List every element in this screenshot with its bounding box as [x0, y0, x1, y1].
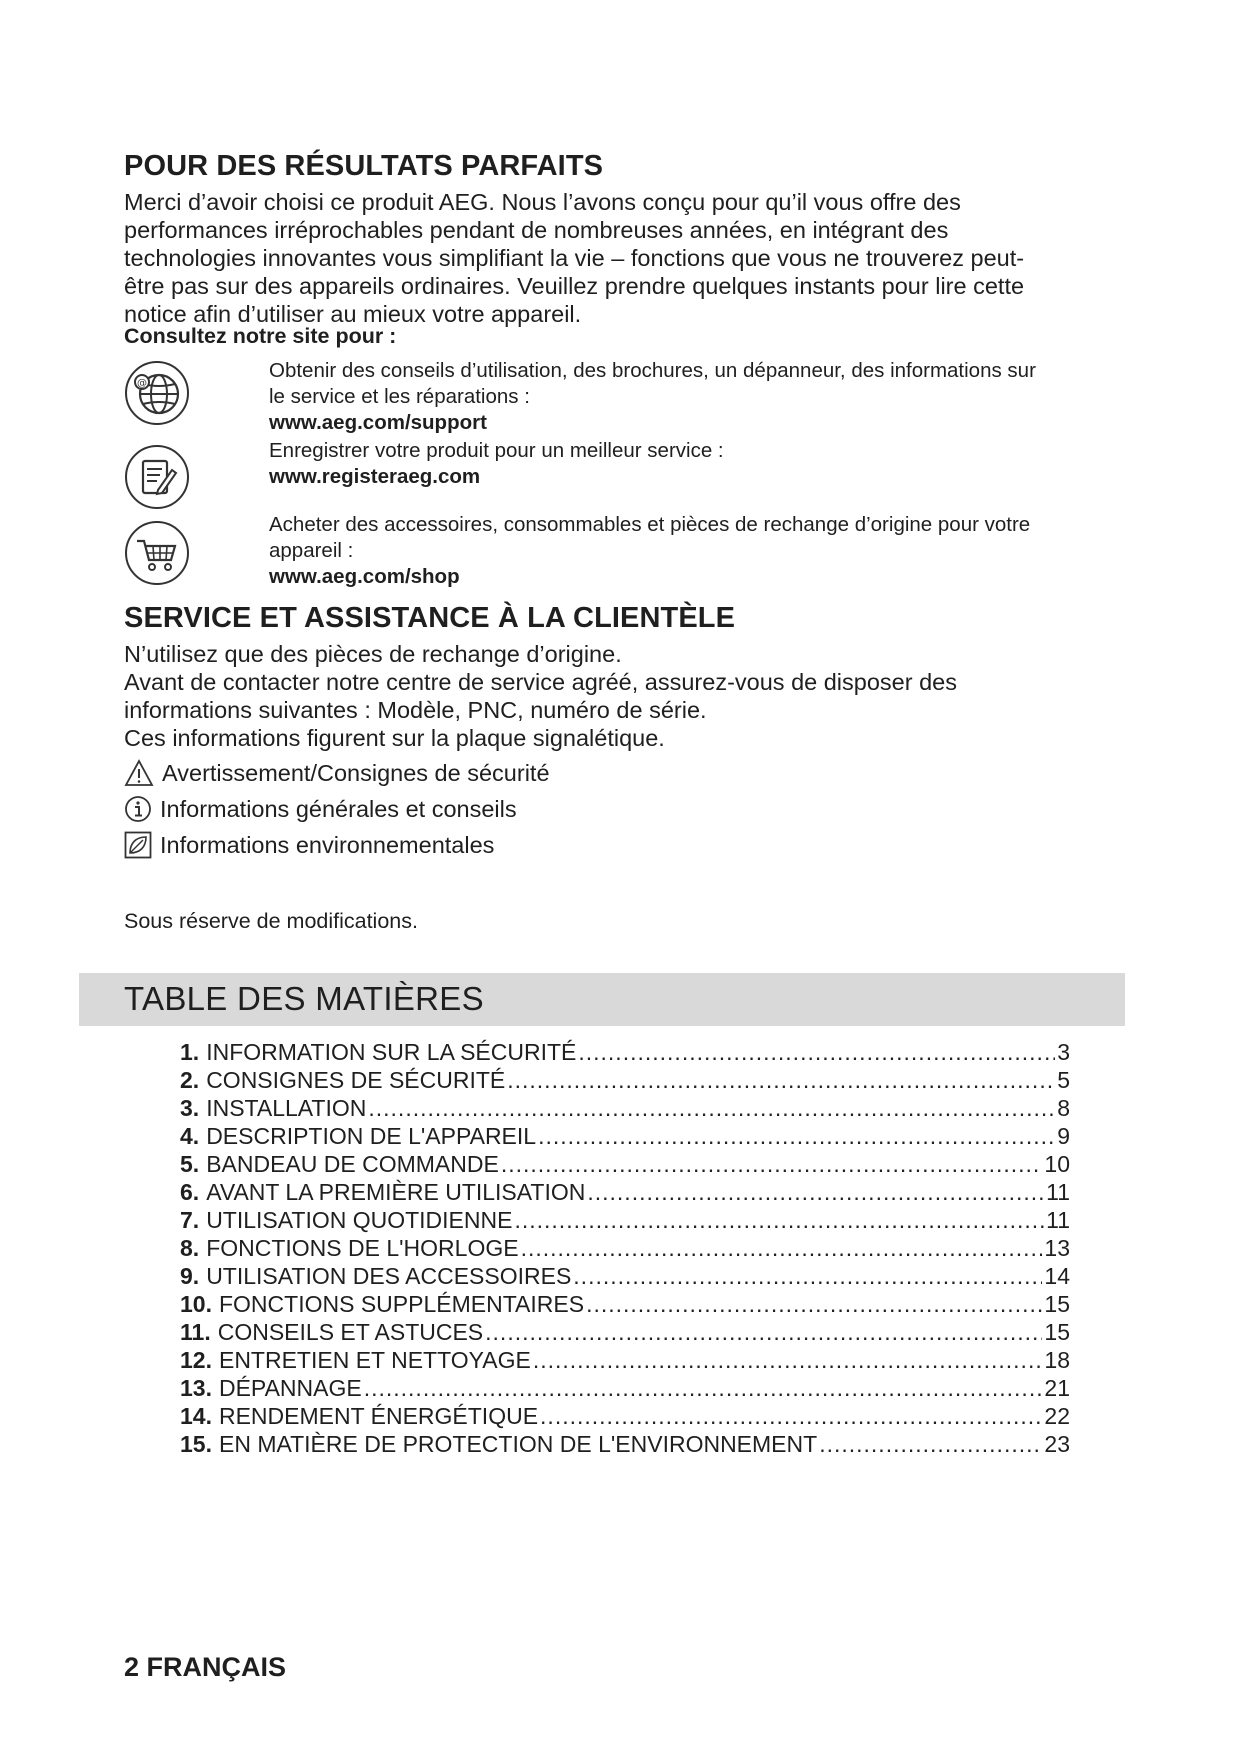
toc-label: INFORMATION SUR LA SÉCURITÉ [206, 1039, 577, 1065]
toc-leader [514, 1206, 1044, 1234]
toc-page: 13 [1044, 1235, 1070, 1261]
legend-info [124, 794, 517, 824]
register-document-icon [124, 444, 190, 510]
warning-triangle-icon [124, 759, 154, 787]
change-notice: Sous réserve de modifications. [124, 909, 418, 933]
toc-item[interactable] [180, 1234, 1070, 1262]
toc-number: 4. [180, 1123, 200, 1149]
leaf-environment-icon [124, 831, 152, 859]
toc-number: 2. [180, 1067, 200, 1093]
register-link[interactable]: www.registeraeg.com [269, 465, 481, 488]
toc-leader [521, 1234, 1043, 1262]
section-title-service: SERVICE ET ASSISTANCE À LA CLIENTÈLE [124, 602, 736, 634]
toc-title: TABLE DES MATIÈRES [124, 980, 484, 1017]
toc-leader [573, 1262, 1042, 1290]
toc-page: 8 [1057, 1095, 1070, 1121]
toc-item[interactable] [180, 1122, 1070, 1150]
shop-link[interactable]: www.aeg.com/shop [269, 565, 460, 588]
toc-label: ENTRETIEN ET NETTOYAGE [218, 1347, 531, 1373]
info-circle-icon [124, 795, 152, 823]
toc-label: FONCTIONS SUPPLÉMENTAIRES [218, 1291, 585, 1317]
visit-description: Enregistrer votre produit pour un meilleur service : [269, 439, 724, 462]
toc-label: DÉPANNAGE [218, 1375, 362, 1401]
toc-item[interactable] [180, 1290, 1070, 1318]
toc-item[interactable] [180, 1066, 1070, 1094]
toc-page: 3 [1057, 1039, 1070, 1065]
toc-number: 15. [180, 1431, 212, 1457]
toc-label: CONSIGNES DE SÉCURITÉ [206, 1067, 506, 1093]
toc-item[interactable] [180, 1402, 1070, 1430]
visit-description: appareil : [269, 539, 354, 562]
toc-number: 13. [180, 1375, 212, 1401]
shopping-cart-icon [124, 520, 190, 586]
toc-page: 15 [1044, 1319, 1070, 1345]
toc-number: 7. [180, 1207, 200, 1233]
toc-page: 9 [1057, 1123, 1070, 1149]
intro-paragraph [124, 188, 1104, 328]
service-line: Ces informations figurent sur la plaque signalétique. [124, 725, 665, 751]
toc-leader [507, 1066, 1055, 1094]
toc-leader [587, 1178, 1044, 1206]
legend-label: Informations environnementales [160, 832, 495, 858]
visit-label: Consultez notre site pour : [124, 324, 397, 348]
toc-page: 23 [1044, 1431, 1070, 1457]
visit-shop-row [124, 512, 1124, 592]
service-line: informations suivantes : Modèle, PNC, numéro de série. [124, 697, 707, 723]
toc-label: INSTALLATION [206, 1095, 367, 1121]
toc-page: 18 [1044, 1347, 1070, 1373]
toc-leader [540, 1402, 1042, 1430]
toc-leader [364, 1374, 1043, 1402]
toc-number: 5. [180, 1151, 200, 1177]
toc-label: DESCRIPTION DE L'APPAREIL [206, 1123, 537, 1149]
visit-description: Obtenir des conseils d’utilisation, des brochures, un dépanneur, des informations sur [269, 359, 1036, 382]
toc-number: 9. [180, 1263, 200, 1289]
toc-label: RENDEMENT ÉNERGÉTIQUE [218, 1403, 539, 1429]
table-of-contents [180, 1038, 1070, 1458]
toc-page: 10 [1044, 1151, 1070, 1177]
toc-item[interactable] [180, 1318, 1070, 1346]
toc-leader [586, 1290, 1042, 1318]
toc-number: 14. [180, 1403, 212, 1429]
visit-description: Acheter des accessoires, consommables et pièces de rechange d’origine pour votre [269, 513, 1031, 536]
toc-number: 12. [180, 1347, 212, 1373]
toc-item[interactable] [180, 1150, 1070, 1178]
legend-label: Avertissement/Consignes de sécurité [162, 760, 550, 786]
toc-item[interactable] [180, 1346, 1070, 1374]
toc-label: EN MATIÈRE DE PROTECTION DE L'ENVIRONNEMENT [218, 1431, 818, 1457]
intro-line: notice afin d’utiliser au mieux votre appareil. [124, 301, 582, 327]
toc-label: CONSEILS ET ASTUCES [217, 1319, 484, 1345]
toc-leader [533, 1346, 1043, 1374]
toc-label: AVANT LA PREMIÈRE UTILISATION [206, 1179, 586, 1205]
toc-leader [501, 1150, 1043, 1178]
toc-page: 5 [1057, 1067, 1070, 1093]
toc-label: UTILISATION DES ACCESSOIRES [206, 1263, 572, 1289]
service-line: N’utilisez que des pièces de rechange d’origine. [124, 641, 622, 667]
toc-page: 14 [1044, 1263, 1070, 1289]
visit-support-text [269, 358, 1119, 436]
visit-register-row [124, 438, 1124, 518]
page-footer: 2 FRANÇAIS [124, 1652, 287, 1682]
toc-label: FONCTIONS DE L'HORLOGE [206, 1235, 519, 1261]
globe-at-icon [124, 360, 190, 426]
intro-line: technologies innovantes vous simplifiant la vie – fonctions que vous ne trouverez peut- [124, 245, 1025, 271]
toc-label: BANDEAU DE COMMANDE [206, 1151, 499, 1177]
legend-label: Informations générales et conseils [160, 796, 517, 822]
intro-line: Merci d’avoir choisi ce produit AEG. Nous l’avons conçu pour qu’il vous offre des [124, 189, 961, 215]
toc-page: 11 [1046, 1179, 1070, 1205]
toc-number: 10. [180, 1291, 212, 1317]
toc-leader [368, 1094, 1055, 1122]
toc-number: 11. [180, 1319, 211, 1345]
service-paragraph [124, 640, 1104, 752]
visit-description: le service et les réparations : [269, 385, 530, 408]
toc-item[interactable] [180, 1374, 1070, 1402]
svg-text:@: @ [137, 378, 147, 389]
toc-item[interactable] [180, 1262, 1070, 1290]
support-link[interactable]: www.aeg.com/support [269, 411, 487, 434]
toc-item[interactable] [180, 1178, 1070, 1206]
toc-leader [485, 1318, 1042, 1346]
section-title-results: POUR DES RÉSULTATS PARFAITS [124, 150, 604, 182]
toc-item[interactable] [180, 1038, 1070, 1066]
toc-number: 6. [180, 1179, 200, 1205]
visit-shop-text [269, 512, 1119, 590]
toc-label: UTILISATION QUOTIDIENNE [206, 1207, 513, 1233]
legend-warning [124, 758, 550, 788]
toc-leader [578, 1038, 1055, 1066]
toc-leader [538, 1122, 1055, 1150]
toc-leader [819, 1430, 1042, 1458]
toc-number: 8. [180, 1235, 200, 1261]
visit-register-text [269, 438, 1119, 490]
toc-page: 15 [1044, 1291, 1070, 1317]
toc-item[interactable] [180, 1206, 1070, 1234]
toc-item[interactable] [180, 1430, 1070, 1458]
legend-environment [124, 830, 494, 860]
toc-page: 22 [1044, 1403, 1070, 1429]
toc-page: 11 [1046, 1207, 1070, 1233]
toc-page: 21 [1044, 1375, 1070, 1401]
service-line: Avant de contacter notre centre de service agréé, assurez-vous de disposer des [124, 669, 957, 695]
intro-line: performances irréprochables pendant de nombreuses années, en intégrant des [124, 217, 949, 243]
toc-number: 1. [180, 1039, 200, 1065]
intro-line: être pas sur des appareils ordinaires. Veuillez prendre quelques instants pour lire cette [124, 273, 1025, 299]
toc-item[interactable] [180, 1094, 1070, 1122]
visit-support-row [124, 358, 1124, 438]
toc-number: 3. [180, 1095, 200, 1121]
